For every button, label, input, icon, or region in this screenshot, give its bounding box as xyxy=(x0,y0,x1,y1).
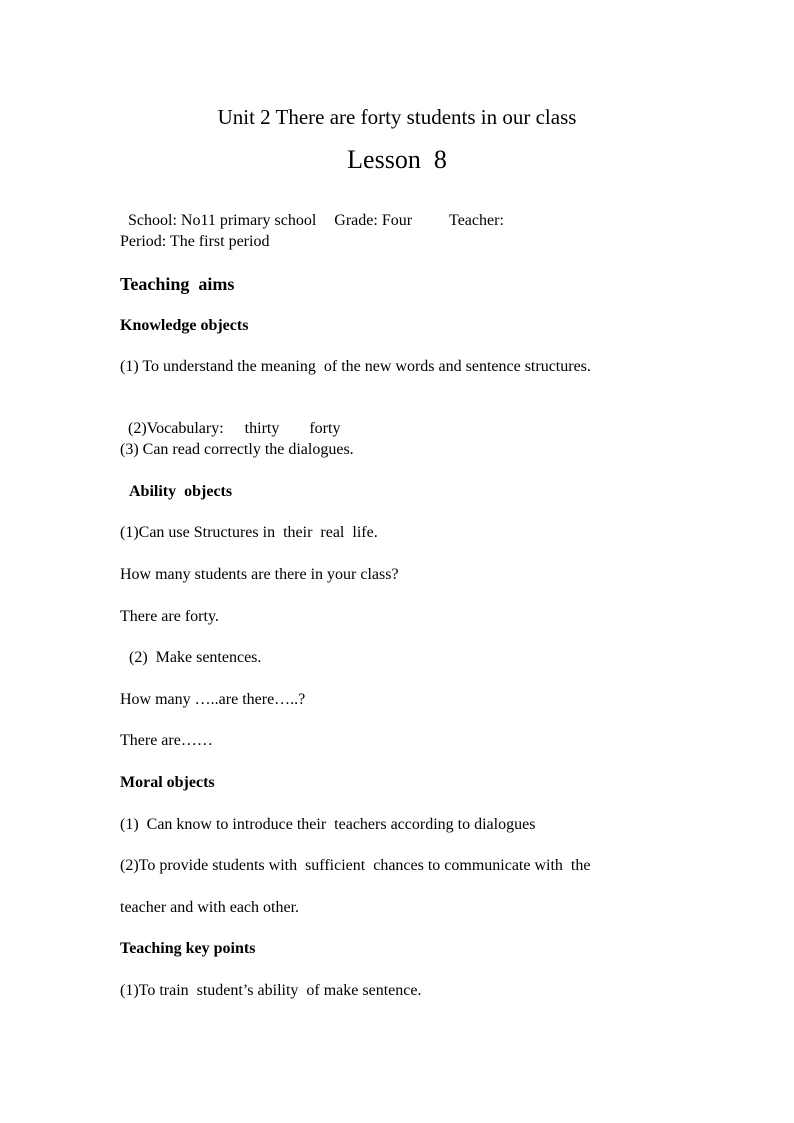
knowledge-item-3: (3) Can read correctly the dialogues. xyxy=(120,441,354,458)
knowledge-vocabulary xyxy=(120,399,340,439)
vocab-word-thirty: thirty xyxy=(244,420,280,437)
ability-answer-2: There are…… xyxy=(120,732,213,749)
ability-objects-heading: Ability objects xyxy=(129,483,233,500)
moral-item-2-line-2: teacher and with each other. xyxy=(120,899,300,916)
school-info: School: No11 primary school xyxy=(128,212,317,229)
knowledge-objects-heading: Knowledge objects xyxy=(120,317,249,334)
ability-item-1: (1)Can use Structures in their real life. xyxy=(120,524,378,541)
teacher-info: Teacher: xyxy=(449,212,504,229)
ability-question-2: How many …..are there…..? xyxy=(120,691,306,708)
ability-answer-1: There are forty. xyxy=(120,608,219,625)
moral-item-2-line-1: (2)To provide students with sufficient chances to communicate with the xyxy=(120,857,591,874)
moral-objects-heading: Moral objects xyxy=(120,774,215,791)
grade-info: Grade: Four xyxy=(334,212,413,229)
info-line xyxy=(120,191,504,231)
key-point-item-1: (1)To train student’s ability of make sentence. xyxy=(120,982,422,999)
lesson-title: Lesson 8 xyxy=(347,145,447,174)
ability-question-1: How many students are there in your class? xyxy=(120,566,399,583)
unit-title: Unit 2 There are forty students in our class xyxy=(217,105,577,129)
moral-item-1: (1) Can know to introduce their teachers according to dialogues xyxy=(120,816,536,833)
teaching-key-points-heading: Teaching key points xyxy=(120,940,256,957)
period-info: Period: The first period xyxy=(120,233,270,250)
vocabulary-label: (2)Vocabulary: xyxy=(128,420,224,437)
teaching-aims-heading: Teaching aims xyxy=(120,274,235,294)
knowledge-item-1: (1) To understand the meaning of the new words and sentence structures. xyxy=(120,358,591,375)
ability-item-2: (2) Make sentences. xyxy=(129,649,262,666)
vocab-word-forty: forty xyxy=(309,420,341,437)
